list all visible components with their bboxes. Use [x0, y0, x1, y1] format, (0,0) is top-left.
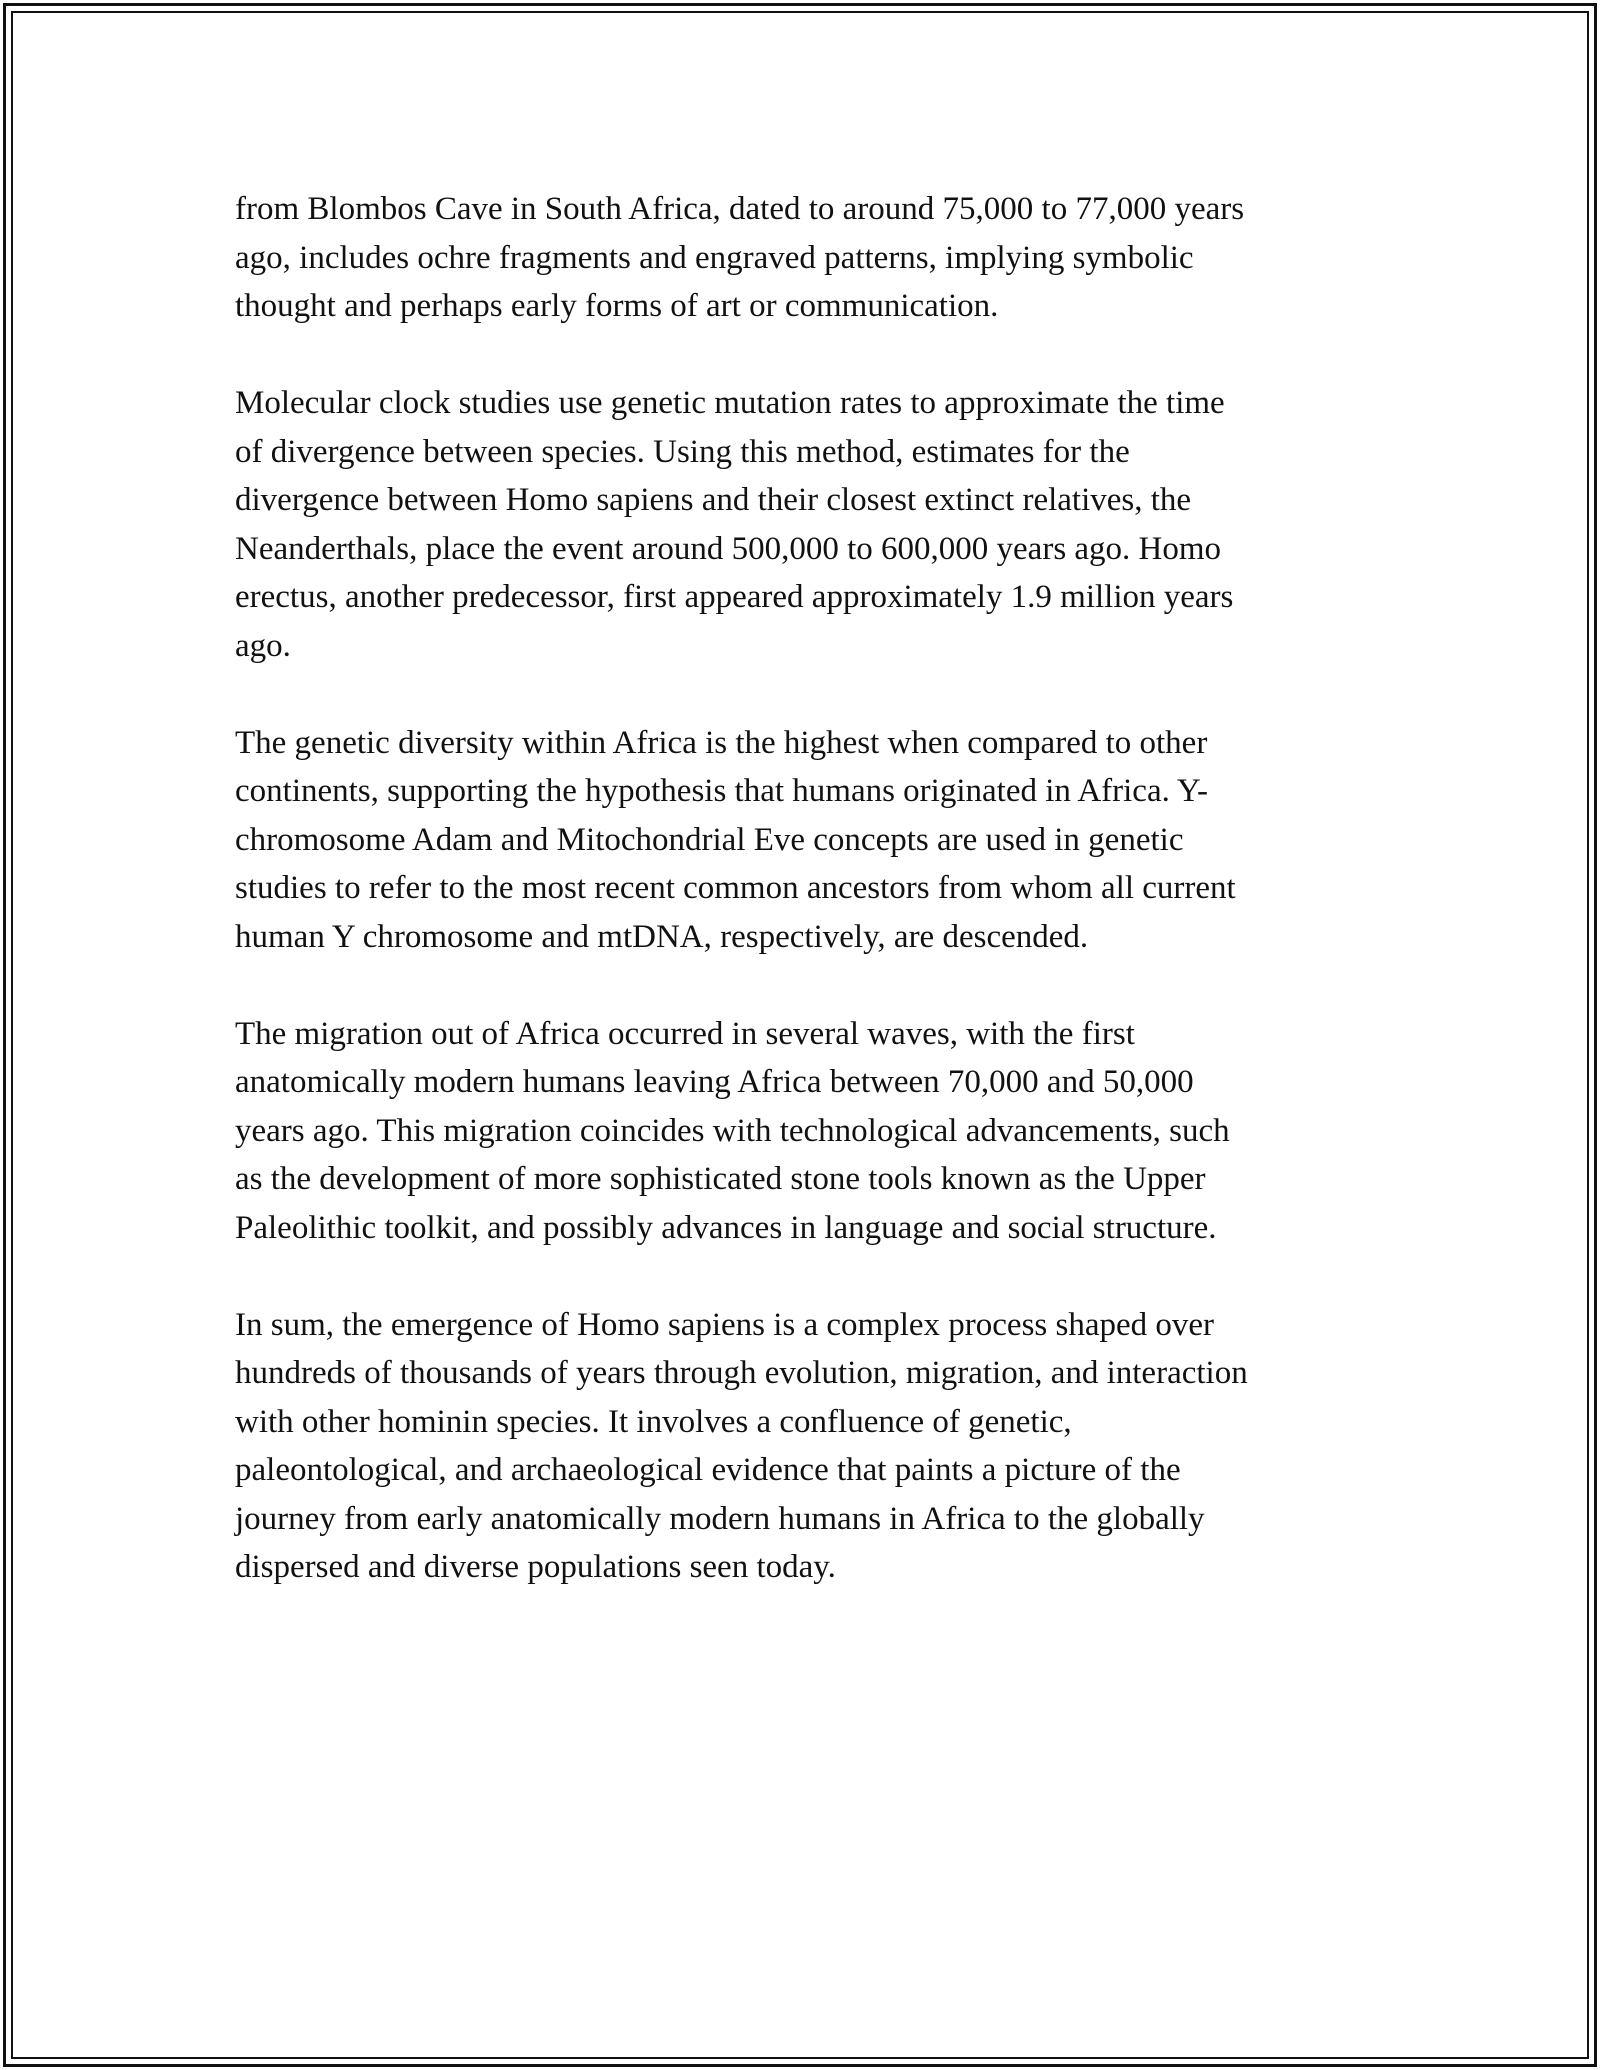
- paragraph-genetic-diversity: The genetic diversity within Africa is the highest when compared to other continents, supporting the hypothesis that humans originated in Africa. Y- chromosome Adam and Mitochondrial Eve concepts are used in genetic studies to refer to the most recent common ancestors from whom all current human Y chromosome and mtDNA, respectively, are descended.: [235, 724, 1236, 955]
- paragraph-molecular-clock: Molecular clock studies use genetic mutation rates to approximate the time of divergence between species. Using this method, estimates for the divergence between Homo sapiens and their closest extinct relatives, the Neanderthals, place the event around 500,000 to 600,000 years ago. Homo erectus, another predecessor, first appeared approximately 1.9 million years ago.: [235, 385, 1234, 664]
- paragraph-migration: The migration out of Africa occurred in several waves, with the first anatomically modern humans leaving Africa between 70,000 and 50,000 years ago. This migration coincides with technological advancements, such as the development of more sophisticated stone tools known as the Upper Paleolithic toolkit, and possibly advances in language and social structure.: [235, 1015, 1230, 1246]
- document-body: [235, 185, 1365, 1640]
- paragraph-blombos-cave: from Blombos Cave in South Africa, dated to around 75,000 to 77,000 years ago, includes ochre fragments and engraved patterns, implying symbolic thought and perhaps early forms of art or communication.: [235, 191, 1245, 324]
- paragraph-summary: In sum, the emergence of Homo sapiens is a complex process shaped over hundreds of thousands of years through evolution, migration, and interaction with other hominin species. It involves a confluence of genetic, paleontological, and archaeological evidence that paints a picture of the journey from early anatomically modern humans in Africa to the globally dispersed and diverse populations seen today.: [235, 1306, 1248, 1585]
